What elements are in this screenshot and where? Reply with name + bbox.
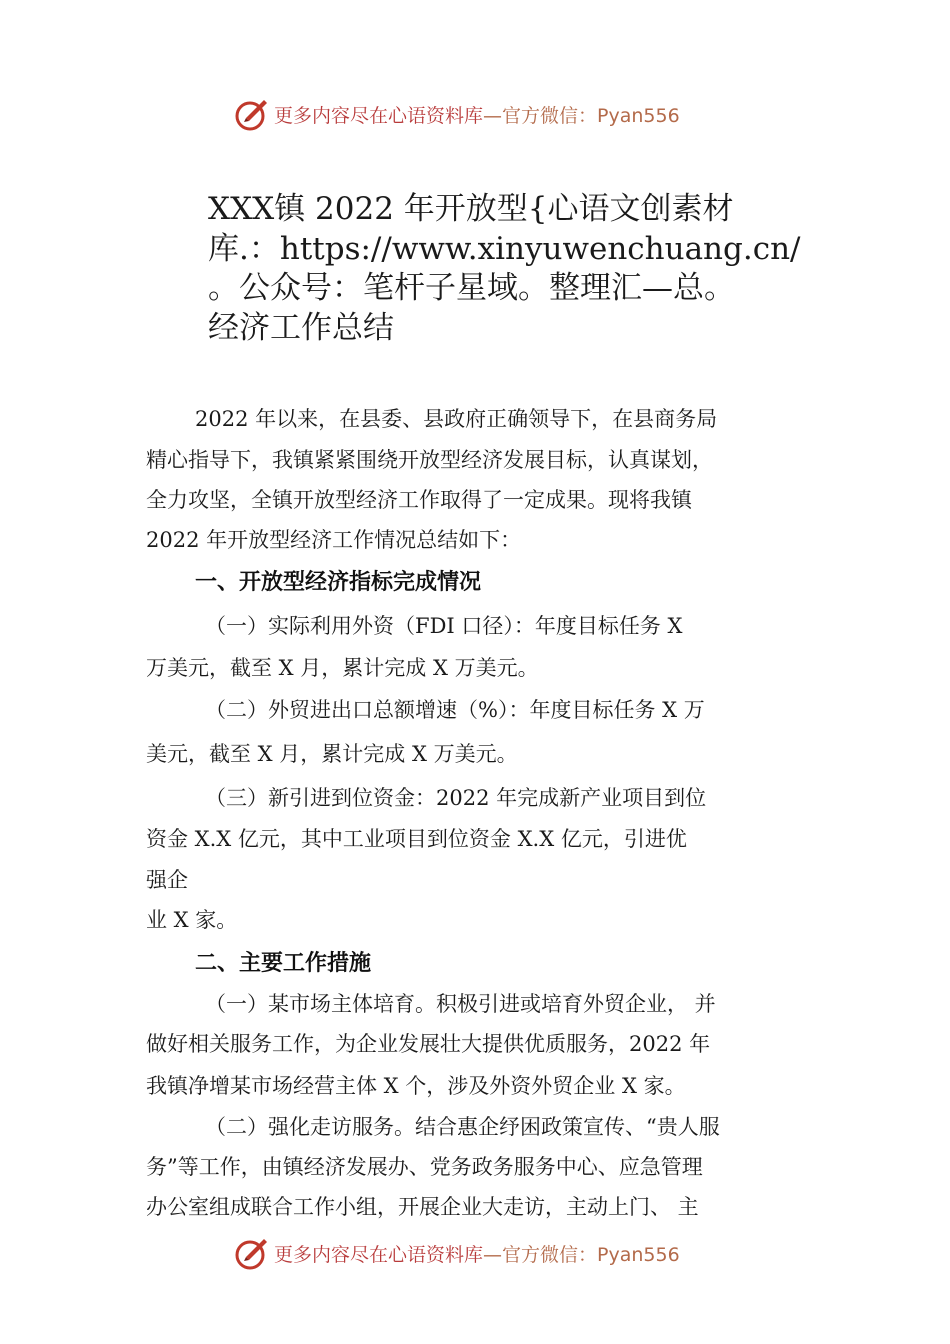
- watermark-tail-text: —官方微信：Pyan556: [483, 104, 680, 127]
- body-line: 做好相关服务工作，为企业发展壮大提供优质服务，2022 年: [146, 1032, 711, 1056]
- body-line: （二）强化走访服务。结合惠企纾困政策宣传、“贵人服: [205, 1115, 720, 1139]
- watermark-tail-text: —官方微信：Pyan556: [483, 1243, 680, 1266]
- body-line: （一）实际利用外资（FDI 口径）：年度目标任务 X: [205, 614, 683, 638]
- body-line: 精心指导下，我镇紧紧围绕开放型经济发展目标，认真谋划，: [146, 448, 713, 472]
- watermark-lead-text: 更多内容尽在心语资料库: [274, 1243, 484, 1266]
- title-line: 库.：https://www.xinyuwenchuang.cn/: [208, 230, 801, 267]
- body-line: 2022 年开放型经济工作情况总结如下：: [146, 528, 522, 552]
- body-line: 我镇净增某市场经营主体 X 个，涉及外资外贸企业 X 家。: [146, 1074, 686, 1098]
- body-line: 万美元，截至 X 月，累计完成 X 万美元。: [146, 656, 539, 680]
- document-title: [208, 190, 848, 348]
- pen-logo-icon: [232, 1233, 272, 1273]
- section-heading: 一、开放型经济指标完成情况: [195, 570, 482, 595]
- watermark-bottom: [232, 1233, 680, 1273]
- title-line: XXX镇 2022 年开放型{心语文创素材: [208, 191, 734, 227]
- watermark-lead-text: 更多内容尽在心语资料库: [274, 104, 484, 127]
- body-line: 业 X 家。: [146, 908, 238, 932]
- body-line: 美元，截至 X 月，累计完成 X 万美元。: [146, 742, 518, 766]
- body-line: 办公室组成联合工作小组，开展企业大走访，主动上门、 主: [146, 1195, 699, 1219]
- body-line: （二）外贸进出口总额增速（%）：年度目标任务 X 万: [205, 698, 705, 722]
- body-line: （一）某市场主体培育。积极引进或培育外贸企业， 并: [205, 992, 716, 1016]
- watermark-top: [232, 94, 680, 134]
- pen-logo-icon: [232, 94, 272, 134]
- body-line: 资金 X.X 亿元，其中工业项目到位资金 X.X 亿元，引进优: [146, 827, 687, 851]
- title-line: 。公众号：笔杆子星域。整理汇—总。: [208, 270, 735, 306]
- body-line: （三）新引进到位资金：2022 年完成新产业项目到位: [205, 786, 707, 810]
- body-line: 2022 年以来，在县委、县政府正确领导下，在县商务局: [195, 407, 718, 431]
- body-line: 强企: [146, 868, 188, 892]
- body-line: 务”等工作，由镇经济发展办、党务政务服务中心、应急管理: [146, 1155, 703, 1179]
- title-line: 经济工作总结: [208, 309, 394, 346]
- body-line: 全力攻坚，全镇开放型经济工作取得了一定成果。现将我镇: [146, 488, 692, 512]
- section-heading: 二、主要工作措施: [195, 951, 372, 976]
